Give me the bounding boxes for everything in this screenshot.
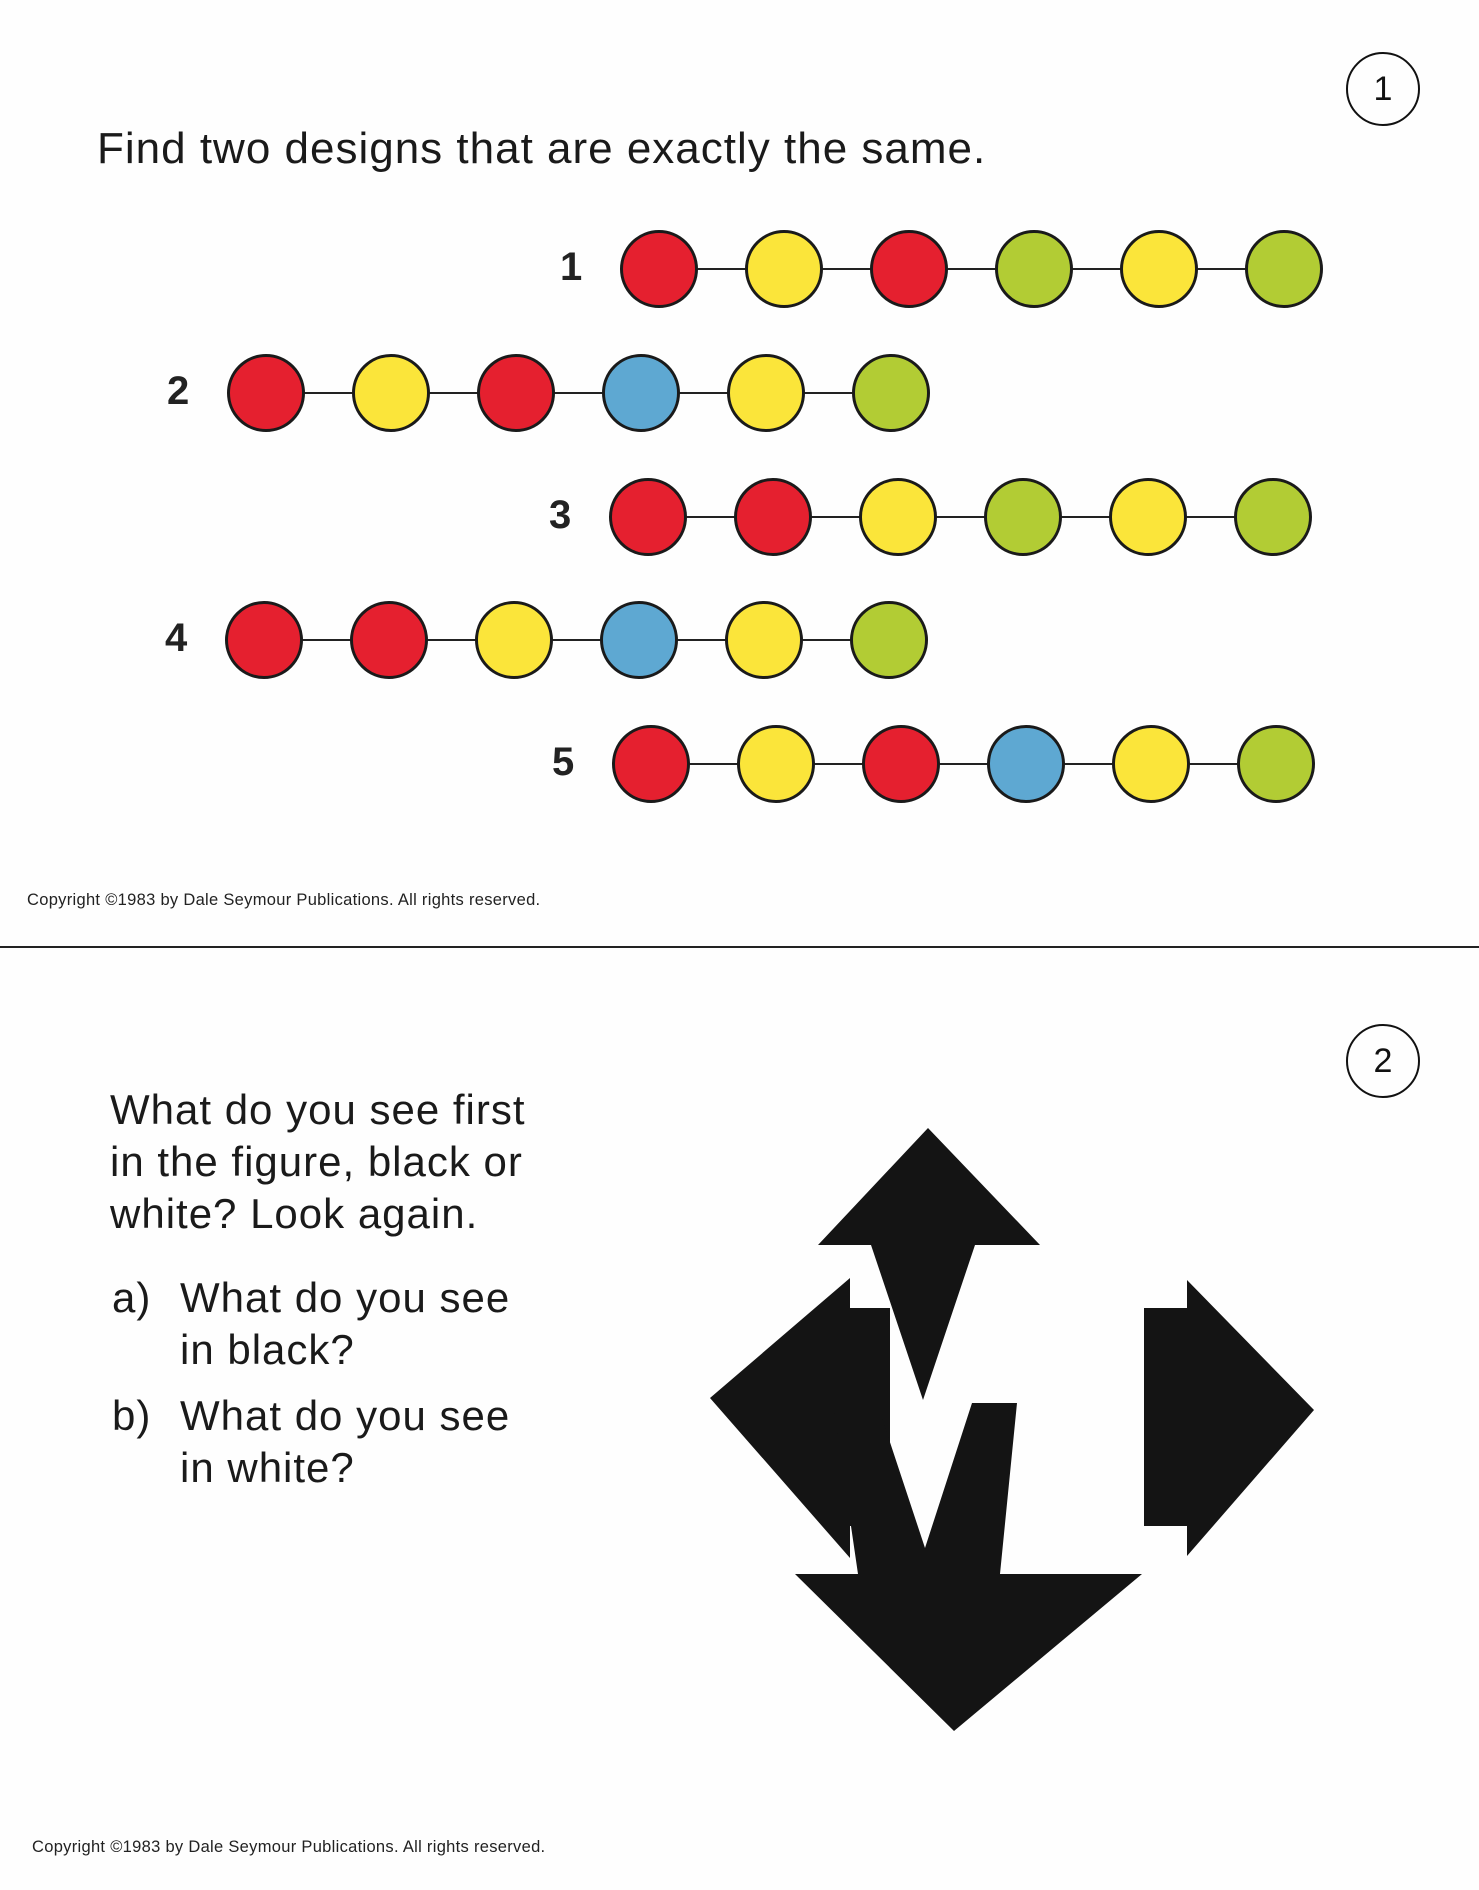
bead-green [1234,478,1312,556]
bead-blue [602,354,680,432]
card-number-badge: 2 [1346,1024,1420,1098]
design-number: 4 [165,616,188,660]
bead-red [227,354,305,432]
sub-question-letter: a) [112,1274,152,1321]
sub-question-text [180,1390,510,1494]
design-number: 2 [167,369,190,413]
bead-yellow [725,601,803,679]
sub-question-text [180,1272,510,1376]
bead-green [1245,230,1323,308]
bead-design [549,477,1314,557]
puzzle-card-2 [0,948,1479,1890]
bead-red [870,230,948,308]
question-text [110,1084,526,1240]
sub-question-a [112,1272,592,1376]
card-number-badge: 1 [1346,52,1420,126]
bead-yellow [727,354,805,432]
bead-red [609,478,687,556]
bead-red [734,478,812,556]
bead-red [620,230,698,308]
bead-yellow [737,725,815,803]
bead-blue [987,725,1065,803]
sub-question-line: in white? [180,1444,355,1491]
bead-design [167,353,932,433]
right-arrow-shape [1144,1280,1314,1556]
bead-green [1237,725,1315,803]
bead-red [225,601,303,679]
bead-design [165,600,930,680]
bead-red [612,725,690,803]
bead-yellow [1112,725,1190,803]
bead-green [852,354,930,432]
bead-yellow [475,601,553,679]
sub-question-line: What do you see [180,1274,511,1321]
bead-red [477,354,555,432]
question-line: What do you see first [110,1086,526,1133]
bead-design [552,724,1317,804]
bead-green [984,478,1062,556]
bead-design [560,229,1325,309]
bead-red [350,601,428,679]
question-line: in the figure, black or [110,1138,523,1185]
bead-red [862,725,940,803]
bead-yellow [745,230,823,308]
bead-yellow [1109,478,1187,556]
bead-yellow [859,478,937,556]
bead-blue [600,601,678,679]
copyright-notice: Copyright ©1983 by Dale Seymour Publications. All rights reserved. [27,891,541,909]
bead-yellow [352,354,430,432]
bead-green [850,601,928,679]
design-number: 3 [549,493,572,537]
sub-question-letter: b) [112,1392,152,1439]
sub-question-b [112,1390,592,1494]
figure-ground-illusion [710,1128,1340,1748]
bead-green [995,230,1073,308]
design-number: 1 [560,245,583,289]
copyright-notice: Copyright ©1983 by Dale Seymour Publications. All rights reserved. [32,1838,546,1856]
card-prompt: Find two designs that are exactly the same. [97,124,987,173]
sub-question-line: in black? [180,1326,355,1373]
down-arrow-shape [795,1403,1142,1731]
question-line: white? Look again. [110,1190,479,1237]
bead-yellow [1120,230,1198,308]
sub-question-line: What do you see [180,1392,511,1439]
design-number: 5 [552,740,575,784]
